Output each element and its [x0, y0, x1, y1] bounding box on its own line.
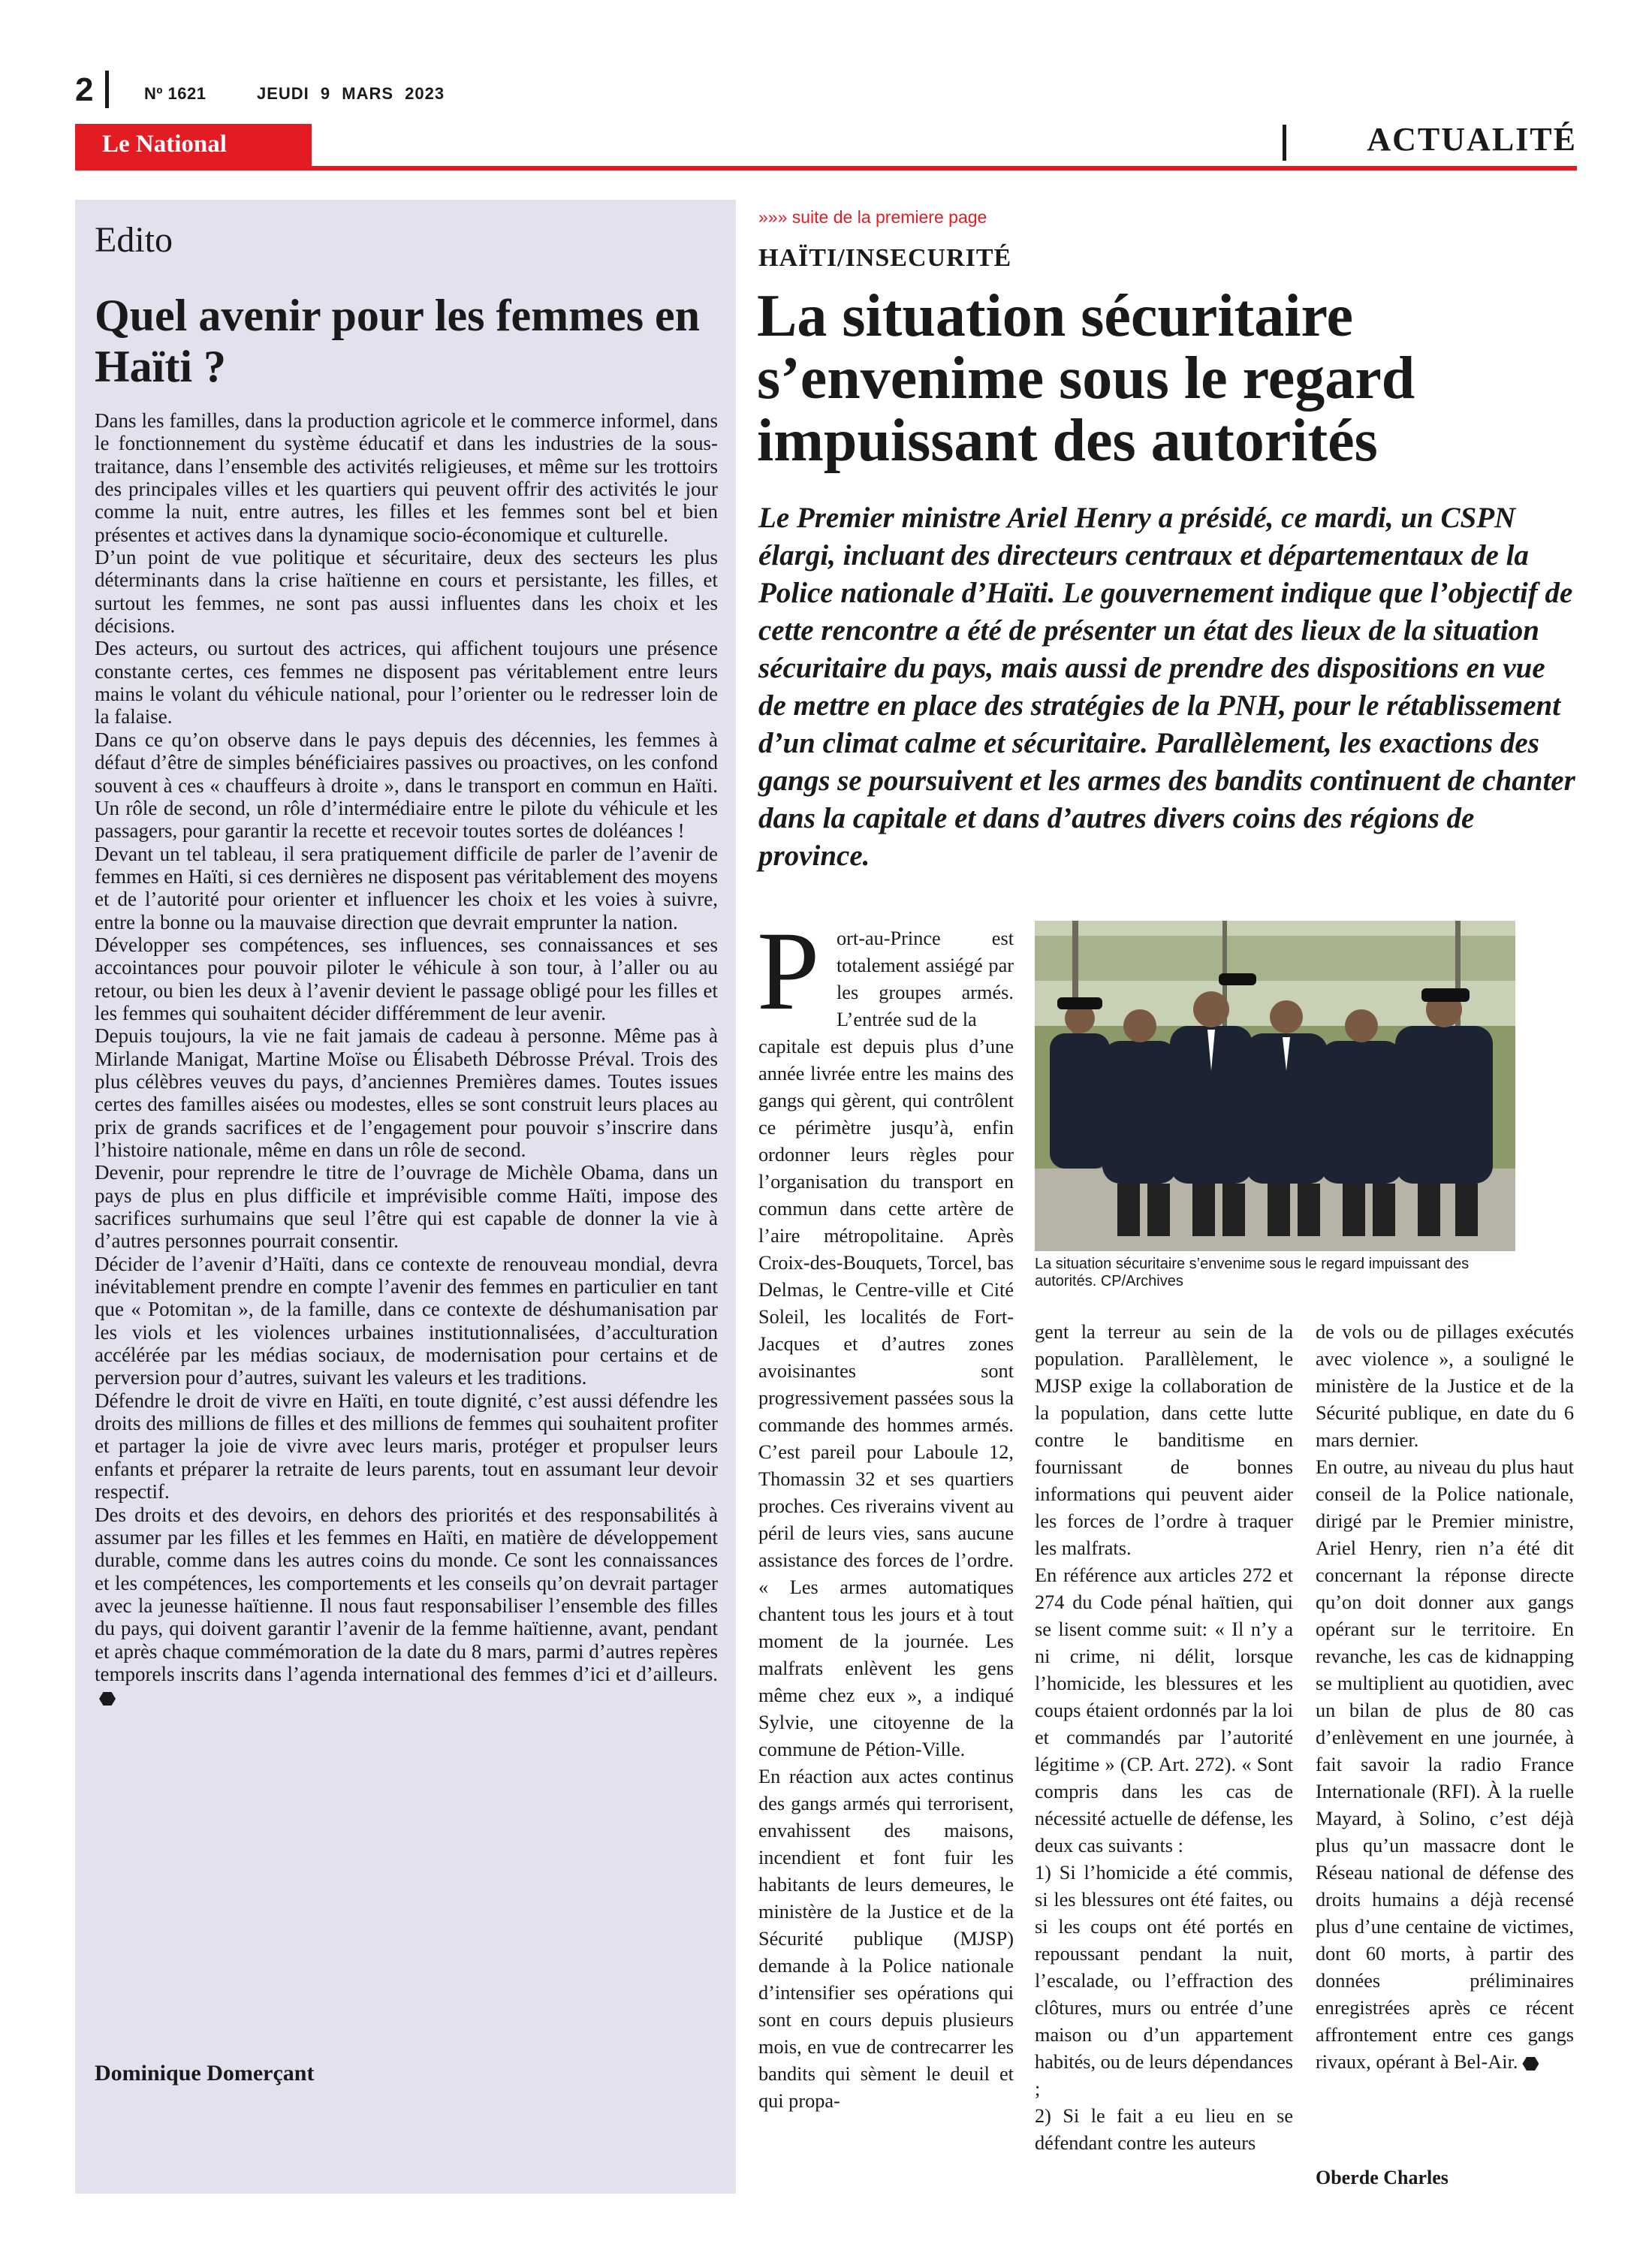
edito-paragraph: Décider de l’avenir d’Haïti, dans ce contexte de renouveau mondial, devra inévitablement prendre en compte l’avenir des femmes en particulier en tant que « Potomitan », de la famille, dans ce contexte de déshumanisation par les viols et les violences urbaines institutionnalisées, d’acculturation accélérée par les médias sociaux, de modernisation pour certains et de perversion pour d’autres, suivant les valeurs et les traditions. — [95, 1252, 718, 1389]
edito-author: Dominique Domerçant — [95, 2061, 315, 2086]
officials-group-photo — [1035, 921, 1515, 1251]
photo-caption: La situation sécuritaire s’envenime sous le regard impuissant des autorités. CP/Archives — [1035, 1256, 1470, 1289]
article-headline: La situation sécuritaire s’envenime sous le regard impuissant des autorités — [757, 283, 1415, 474]
edito-paragraph: Depuis toujours, la vie ne fait jamais de cadeau à personne. Même pas à Mirlande Manigat, Martine Moïse ou Élisabeth Débrosse Préval. Trois des plus célèbres veuves du pays, d’anciennes Premières dames. Toutes issues certes des familles aisées ou modestes, elles se sont construit leurs places au prix de grands sacrifices et de l’engagement pour pouvoir s’inscrire dans l’histoire nationale, même en dans un rôle de second. — [95, 1024, 718, 1161]
issue-number: Nº 1621 — [144, 84, 206, 103]
edito-paragraph: Devant un tel tableau, il sera pratiquement difficile de parler de l’avenir de femmes en Haïti, si ces dernières ne disposent pas véritablement des moyens et de l’autorité pour orienter et influencer les choix et les voies à suivre, entre la bonne ou la mauvaise direction que devrait emprunter la nation. — [95, 842, 718, 933]
article-paragraph: 1) Si l’homicide a été commis, si les blessures ont été faites, ou si les coups ont été portés en repoussant pendant la nuit, l’escalade, ou l’effraction des clôtures, murs ou entrée d’une maison ou d’un appartement habités, ou de leurs dépendances ; — [1035, 1862, 1293, 2100]
article-paragraph: de vols ou de pillages exécutés avec violence », a souligné le ministère de la Justice et de la Sécurité publique, en date du 6 mars dernier. — [1316, 1321, 1574, 1451]
issue-date: JEUDI 9 MARS 2023 — [257, 84, 445, 103]
edito-paragraph — [95, 1504, 718, 1709]
article-paragraph: gent la terreur au sein de la population. Parallèlement, le MJSP exige la collaboration de la population, dans cette lutte contre le banditisme en fournissant de bonnes informations qui peuvent aider les forces de l’ordre à traquer les malfrats. — [1035, 1321, 1293, 1559]
edito-paragraph: Devenir, pour reprendre le titre de l’ouvrage de Michèle Obama, dans un pays de plus en plus difficile et imprévisible comme Haïti, impose des sacrifices surhumains que seul l’être qui est capable de donner la vie à d’autres personnes pourrait consentir. — [95, 1161, 718, 1253]
section-label: ACTUALITÉ — [1367, 121, 1577, 158]
page-number: 2 — [75, 71, 94, 108]
article-paragraph: En référence aux articles 272 et 274 du Code pénal haïtien, qui se lisent comme suit: « Il n’y a ni crime, ni délit, lorsque l’homicide, les blessures et les coups étaient ordonnés par la loi et commandés par l’autorité légitime » (CP. Art. 272). « Sont compris dans les cas de nécessité actuelle de défense, les deux cas suivants : — [1035, 1564, 1293, 1856]
newspaper-logo: Le National — [102, 131, 227, 158]
article-paragraph: En réaction aux actes continus des gangs armés qui terrorisent, envahissent des maisons, incendient et font fuir les habitants de leurs demeures, le ministère de la Justice et de la Sécurité publique (MJSP) demande à la Police nationale d’intensifier ses opérations qui sont en cours depuis plusieurs mois, en vue de contrecarrer les bandits qui sèment le deuil et qui propa- — [758, 1766, 1014, 2112]
section-divider — [1283, 125, 1286, 161]
edito-paragraph: D’un point de vue politique et sécuritaire, deux des secteurs les plus déterminants dans la crise haïtienne en cours et persistante, les filles, et surtout les femmes, ne sont pas aussi influentes dans les choix et les décisions. — [95, 546, 718, 638]
article-column-1 — [758, 1033, 1014, 2115]
end-of-article-icon — [99, 1692, 116, 1706]
edito-body — [95, 409, 718, 1709]
article-paragraph: 2) Si le fait a eu lieu en se défendant contre les auteurs — [1035, 2105, 1293, 2154]
article-column-2 — [1035, 1319, 1293, 2157]
edito-paragraph: Défendre le droit de vivre en Haïti, en toute dignité, c’est aussi défendre les droits des millions de filles et des millions de femmes qui souhaitent profiter et partager la joie de vivre avec leurs maris, protéger et propulser leurs enfants et préparer la retraite de leurs parents, tout en assumant leur devoir respectif. — [95, 1389, 718, 1504]
edito-paragraph: Des acteurs, ou surtout des actrices, qui affichent toujours une présence constante certes, ces femmes ne disposent pas véritablement entre leurs mains le volant du véhicule national, pour l’orienter ou le redresser loin de la falaise. — [95, 637, 718, 728]
edito-paragraph-text: Des droits et des devoirs, en dehors des priorités et des responsabilités à assumer par les filles et les femmes en Haïti, en matière de développement durable, comme dans les autres coins du monde. Ce sont les connaissances et les compétences, les comportements et les conseils qu’on devrait partager avec la jeunesse haïtienne. Il nous faut responsabiliser l’ensemble des filles du pays, qui doivent garantir l’avenir de la femme haïtienne, avant, pendant et après chaque commémoration de la date du 8 mars, parmi d’autres repères temporels inscrits dans l’agenda international des femmes d’ici et d’ailleurs. — [95, 1503, 718, 1685]
article-author: Oberde Charles — [1316, 2167, 1449, 2188]
edito-label: Edito — [95, 220, 173, 260]
drop-cap: P — [757, 909, 820, 1033]
edito-paragraph: Développer ses compétences, ses influences, ses connaissances et ses accointances pour pouvoir piloter le véhicule à son tour, à l’aller ou au retour, ou bien les deux à l’avenir devient le passage obligé pour les filles et les femmes qui souhaitent décider différemment de leur avenir. — [95, 933, 718, 1024]
article-photo — [1035, 921, 1515, 1251]
article-paragraph: capitale est depuis plus d’une année livrée entre les mains des gangs qui gèrent, qui contrôlent ce périmètre jusqu’à, enfin ordonner leurs règles pour l’organisation du transport en commun dans cette artère de l’aire métropolitaine. Après Croix-des-Bouquets, Torcel, bas Delmas, le Centre-ville et Cité Soleil, les localités de Fort-Jacques et d’autres zones avoisinantes sont progressivement passées sous la commande des hommes armés. C’est pareil pour Laboule 12, Thomassin 32 et ses quartiers proches. Ces riverains vivent au péril de leurs vies, sans aucune assistance des forces de l’ordre. « Les armes automatiques chantent tous les jours et à tout moment de la journée. Les malfrats enlèvent les gens même chez eux », a indiqué Sylvie, une citoyenne de la commune de Pétion-Ville. — [758, 1036, 1014, 1760]
article-lead: Le Premier ministre Ariel Henry a présidé, ce mardi, un CSPN élargi, incluant des directeurs centraux et départementaux de la Police nationale d’Haïti. Le gouvernement indique que l’objectif de cette rencontre a été de présenter un état des lieux de la situation sécuritaire du pays, mais aussi de prendre des dispositions en vue de mettre en place des stratégies de la PNH, pour le rétablissement d’un climat calme et sécuritaire. Parallèlement, les exactions des gangs se poursuivent et les armes des bandits continuent de chanter dans la capitale et dans d’autres divers coins des régions de province. — [758, 502, 1575, 872]
continued-from-link[interactable]: »»» suite de la premiere page — [758, 207, 987, 227]
article-paragraph — [1316, 1454, 1574, 2076]
edito-paragraph: Dans ce qu’on observe dans le pays depuis des décennies, les femmes à défaut d’être de simples bénéficiaires passives ou proactives, on les confond souvent à ces « chauffeurs à droite », dans le transport en commun en Haïti. Un rôle de second, un rôle d’intermédiaire entre le pilote du véhicule et les passagers, pour garantir la recette et recevoir toutes sortes de doléances ! — [95, 728, 718, 843]
article-paragraph-text: En outre, au niveau du plus haut conseil de la Police nationale, dirigé par le Premier ministre, Ariel Henry, rien n’a été dit concernant la réponse directe qu’on doit donner aux gangs opérant sur le territoire. En revanche, les cas de kidnapping se multiplient au quotidien, avec un bilan de plus de 80 cas d’enlèvement en une journée, à fait savoir la radio France Internationale (RFI). À la ruelle Mayard, à Solino, c’est déjà plus qu’un massacre dont le Réseau national de défense des droits humains a déjà recensé plus d’une centaine de victimes, dont 60 morts, à partir des données préliminaires enregistrées après ce récent affrontement entre ces gangs rivaux, opérant à Bel-Air. — [1316, 1456, 1574, 2073]
article-paragraph: ort-au-Prince est totalement assiégé par les groupes armés. L’entrée sud de la — [837, 927, 1014, 1030]
edito-title: Quel avenir pour les femmes en Haïti ? — [95, 291, 701, 391]
header-rule — [75, 166, 1577, 170]
article-column-1-top — [758, 925, 1014, 1033]
edito-paragraph: Dans les familles, dans la production agricole et le commerce informel, dans le fonctionnement du système éducatif et dans les industries de la sous-traitance, dans l’ensemble des activités religieuses, et même sur les trottoirs des principales villes et les quartiers qui peuvent offrir des activités le jour comme la nuit, entre autres, les filles et les femmes sont bel et bien présentes et actives dans la dynamique socio-économique et culturelle. — [95, 409, 718, 546]
article-rubric: HAÏTI/INSECURITÉ — [758, 244, 1012, 272]
end-of-article-icon — [1522, 2057, 1539, 2071]
article-column-3 — [1316, 1319, 1574, 2076]
page-number-divider — [105, 71, 109, 108]
